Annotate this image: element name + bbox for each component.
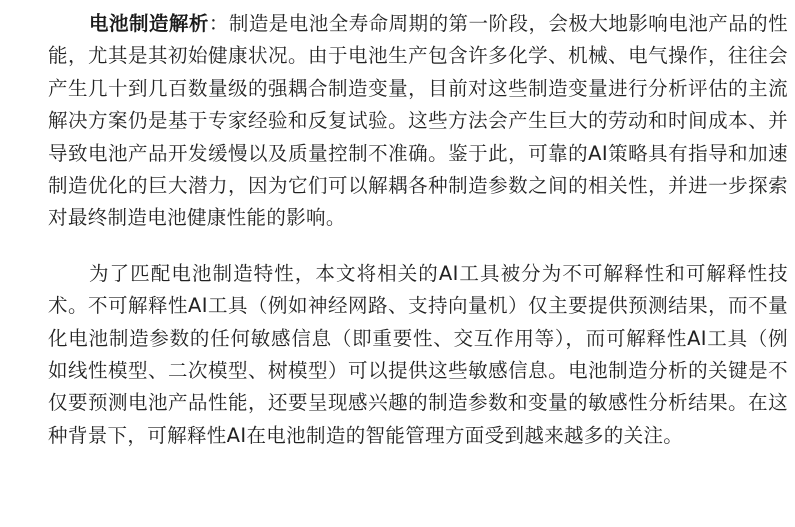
paragraph-text: 为了匹配电池制造特性，本文将相关的AI工具被分为不可解释性和可解释性技术。不可解释性AI工具（例如神经网路、支持向量机）仅主要提供预测结果，而不量化电池制造参数的任何敏感信息（即重要性、交互作用等），而可解释性AI工具（例如线性模型、二次模型、树模型）可以提供这些敏感信息。电池制造分析的关键是不仅要预测电池产品性能，还要呈现感兴趣的制造参数和变量的敏感性分析结果。在这种背景下，可解释性AI在电池制造的智能管理方面受到越来越多的关注。 [48,261,788,447]
paragraph-ai-tools [48,258,788,452]
paragraph-text: 制造是电池全寿命周期的第一阶段，会极大地影响电池产品的性能，尤其是其初始健康状况。由于电池生产包含许多化学、机械、电气操作，往往会产生几十到几百数量级的强耦合制造变量，目前对这些制造变量进行分析评估的主流解决方案仍是基于专家经验和反复试验。这些方法会产生巨大的劳动和时间成本、并导致电池产品开发缓慢以及质量控制不准确。鉴于此，可靠的AI策略具有指导和加速制造优化的巨大潜力，因为它们可以解耦各种制造参数之间的相关性，并进一步探索对最终制造电池健康性能的影响。 [48,12,788,230]
document-body [48,8,788,452]
lead-term: 电池制造解析 [89,12,209,35]
lead-separator: ： [208,12,229,35]
paragraph-battery-manufacturing [48,8,788,235]
